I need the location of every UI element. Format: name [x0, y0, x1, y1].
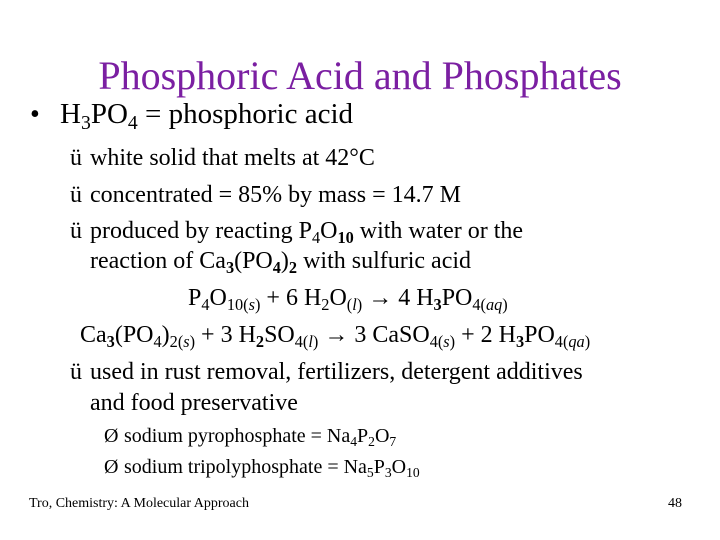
sub-item-pyrophosphate: Ø sodium pyrophosphate = $Na_4P_2O_7$ — [104, 425, 397, 450]
sub-item-tripolyphosphate: Ø sodium tripolyphosphate = $Na_5P_3O_{10}$ — [104, 456, 420, 481]
item-concentrated: ü concentrated = 85% by mass = 14.7 M — [70, 182, 461, 208]
item-uses-cont: and food preservative — [90, 390, 298, 416]
check-icon: ü — [70, 145, 82, 171]
item-melts: ü white solid that melts at 42°C — [70, 145, 375, 171]
check-icon: ü — [70, 218, 82, 244]
footer-source: Tro, Chemistry: A Molecular Approach — [29, 496, 249, 511]
item-produced: ü produced by reacting $P_4O_{10}$ with water or the — [70, 218, 524, 248]
check-icon: ü — [70, 182, 82, 208]
arrow-bullet-icon: Ø — [104, 456, 119, 478]
main-bullet-text: $H_3PO_4$ = phosphoric acid — [60, 98, 354, 135]
page-number: 48 — [668, 496, 682, 511]
bullet-icon: • — [30, 99, 40, 130]
check-icon: ü — [70, 359, 82, 385]
item-reaction: reaction of $Ca_3(PO_4)_2$ with sulfuric acid — [90, 248, 472, 278]
slide-title: Phosphoric Acid and Phosphates — [98, 53, 622, 98]
arrow-bullet-icon: Ø — [104, 425, 119, 447]
item-uses: ü used in rust removal, fertilizers, detergent additives — [70, 359, 583, 385]
equation-2: $Ca_3(PO_4)_{2(s)} + 3$ $H_2SO_{4(l)} \to 3$ CaSO$_{4(s)}$ + 2 $H_3PO_{4(qa)}$ — [80, 322, 591, 352]
equation-1: $P_4O_{10(s)} + 6$ $H_2O_{(l)} \to 4$ $H_3PO_{4(aq)}$ — [188, 285, 508, 315]
